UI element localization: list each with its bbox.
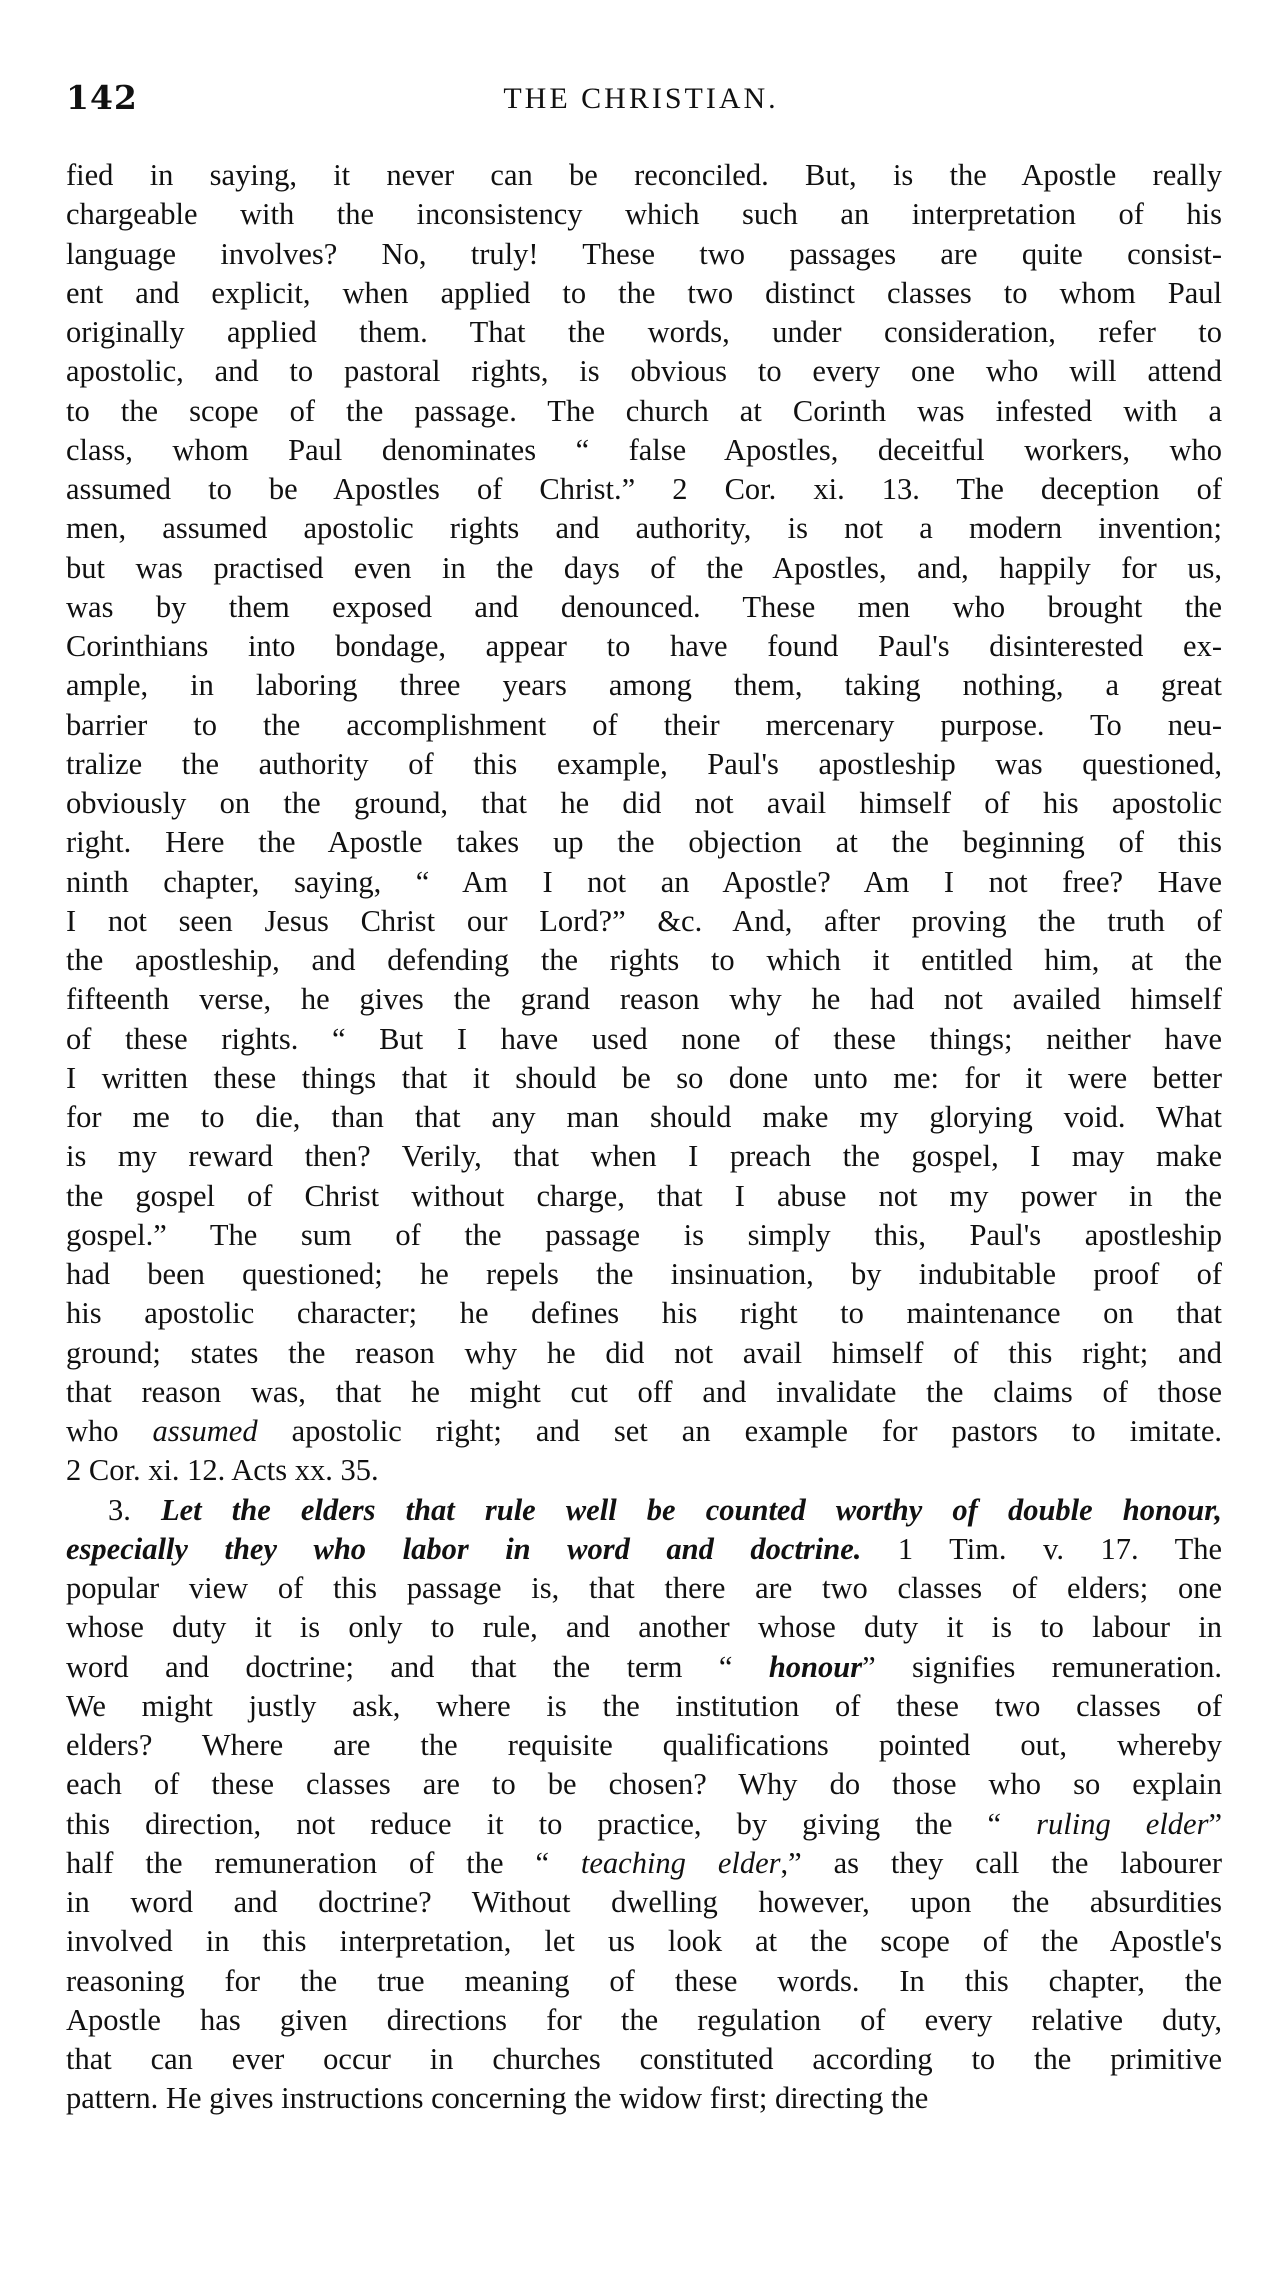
text-segment: apostolic, and to pastoral rights, is obvious to every one who will attend <box>66 354 1222 389</box>
text-line <box>66 1451 1222 1490</box>
text-line <box>66 1255 1222 1294</box>
text-line <box>66 627 1222 666</box>
text-segment: this direction, not reduce it to practice, by giving the “ <box>66 1806 1037 1841</box>
text-segment: the apostleship, and defending the rights to which it entitled him, at the <box>66 943 1222 977</box>
text-line <box>66 2079 1222 2118</box>
text-segment: is my reward then? Verily, that when I preach the gospel, I may make <box>66 1139 1222 1174</box>
bold-emphasis <box>161 1493 1222 1527</box>
text-segment: was by them exposed and denounced. These men who brought the <box>66 589 1222 624</box>
text-segment: 1 Tim. v. 17. The <box>861 1531 1222 1566</box>
text-segment: had been questioned; he repels the insinuation, by indubitable proof of <box>66 1257 1222 1291</box>
text-segment: word and doctrine; and that the term “ <box>66 1649 769 1684</box>
text-line <box>66 1216 1222 1255</box>
text-line <box>66 1726 1222 1765</box>
text-line <box>66 1687 1222 1726</box>
text-line <box>66 941 1222 980</box>
text-segment: obviously on the ground, that he did not avail himself of his apostolic <box>66 786 1222 820</box>
text-line <box>66 1844 1222 1883</box>
emphasis-text: Let the elders that rule well be counted worthy of double honour, <box>161 1492 1222 1527</box>
italic-text: ruling elder <box>1036 1806 1209 1841</box>
text-line <box>66 863 1222 902</box>
text-line <box>66 2001 1222 2040</box>
text-segment: popular view of this passage is, that there are two classes of elders; one <box>66 1571 1222 1605</box>
text-segment: ground; states the reason why he did not avail himself of this right; and <box>66 1335 1222 1370</box>
text-line <box>66 588 1222 627</box>
text-segment: whose duty it is only to rule, and another whose duty it is to labour in <box>66 1610 1222 1645</box>
text-segment: ninth chapter, saying, “ Am I not an Apostle? Am I not free? Have <box>66 864 1222 899</box>
text-segment: fifteenth verse, he gives the grand reason why he had not availed himself <box>66 982 1222 1017</box>
text-segment: originally applied them. That the words, under consideration, refer to <box>66 315 1222 349</box>
text-segment: ,” as they call the labourer <box>780 1845 1222 1880</box>
text-segment: to the scope of the passage. The church at Corinth was infested with a <box>66 393 1222 428</box>
text-segment: 2 Cor. xi. 12. Acts xx. 35. <box>66 1453 379 1488</box>
text-line <box>66 509 1222 548</box>
text-line <box>66 1020 1222 1059</box>
text-line <box>66 1177 1222 1216</box>
text-line <box>66 1530 1222 1569</box>
text-line <box>66 1805 1222 1844</box>
text-segment: language involves? No, truly! These two passages are quite consist- <box>66 236 1222 271</box>
text-segment: for me to die, than that any man should make my glorying void. What <box>66 1100 1222 1134</box>
text-line <box>66 431 1222 470</box>
text-segment: gospel.” The sum of the passage is simply this, Paul's apostleship <box>66 1217 1222 1252</box>
text-line <box>66 352 1222 391</box>
text-segment: ” signifies remuneration. <box>862 1649 1222 1684</box>
text-line <box>66 1608 1222 1647</box>
text-line <box>66 1334 1222 1373</box>
text-line <box>66 549 1222 588</box>
text-line <box>66 1412 1222 1451</box>
text-segment: I not seen Jesus Christ our Lord?” &c. And, after proving the truth of <box>66 903 1222 938</box>
text-segment: pattern. He gives instructions concerning the widow first; directing the <box>66 2081 929 2116</box>
text-line <box>66 1883 1222 1922</box>
text-segment: fied in saying, it never can be reconciled. But, is the Apostle really <box>66 158 1222 192</box>
emphasis-text: honour <box>768 1649 863 1684</box>
text-segment: assumed to be Apostles of Christ.” 2 Cor. xi. 13. The deception of <box>66 472 1222 506</box>
text-line <box>66 784 1222 823</box>
text-segment: of these rights. “ But I have used none of these things; neither have <box>66 1021 1222 1056</box>
text-segment: the gospel of Christ without charge, that I abuse not my power in the <box>66 1178 1222 1213</box>
page-header <box>66 78 1216 122</box>
text-segment: elders? Where are the requisite qualifications pointed out, whereby <box>66 1728 1222 1762</box>
text-line <box>66 1491 1222 1530</box>
text-segment: but was practised even in the days of the Apostles, and, happily for us, <box>66 550 1222 585</box>
text-segment: ent and explicit, when applied to the two distinct classes to whom Paul <box>66 275 1222 310</box>
bold-emphasis <box>66 1532 861 1566</box>
text-segment: class, whom Paul denominates “ false Apostles, deceitful workers, who <box>66 432 1222 467</box>
text-segment: We might justly ask, where is the institution of these two classes of <box>66 1688 1222 1723</box>
text-segment: apostolic right; and set an example for pastors to imitate. <box>257 1414 1222 1448</box>
text-segment: Apostle has given directions for the regulation of every relative duty, <box>66 2002 1222 2037</box>
text-segment: who <box>66 1414 153 1448</box>
bold-emphasis <box>769 1650 862 1684</box>
text-segment: Corinthians into bondage, appear to have found Paul's disinterested ex- <box>66 629 1222 663</box>
text-segment: involved in this interpretation, let us look at the scope of the Apostle's <box>66 1924 1222 1959</box>
text-line <box>66 823 1222 862</box>
text-segment: that can ever occur in churches constituted according to the primitive <box>66 2042 1222 2076</box>
text-line <box>66 706 1222 745</box>
text-line <box>66 195 1222 234</box>
text-line <box>66 1962 1222 2001</box>
text-segment: ” <box>1208 1806 1222 1841</box>
text-segment: right. Here the Apostle takes up the objection at the beginning of this <box>66 825 1222 860</box>
text-line <box>66 1059 1222 1098</box>
text-line <box>66 274 1222 313</box>
text-line <box>66 2040 1222 2079</box>
text-line <box>66 1648 1222 1687</box>
text-line <box>66 666 1222 705</box>
emphasis-text: especially they who labor in word and doctrine. <box>66 1531 862 1566</box>
text-line <box>66 235 1222 274</box>
text-segment: I written these things that it should be so done unto me: for it were better <box>66 1060 1222 1095</box>
text-segment: half the remuneration of the “ <box>66 1845 581 1880</box>
page-number: 142 <box>66 78 138 117</box>
text-segment: reasoning for the true meaning of these words. In this chapter, the <box>66 1963 1222 1998</box>
text-line <box>66 1373 1222 1412</box>
text-line <box>66 1922 1222 1961</box>
text-segment: barrier to the accomplishment of their mercenary purpose. To neu- <box>66 707 1222 742</box>
text-line <box>66 392 1222 431</box>
text-line <box>66 1098 1222 1137</box>
body-text <box>66 156 1222 2119</box>
text-line <box>66 1294 1222 1333</box>
text-line <box>66 1569 1222 1608</box>
text-line <box>66 745 1222 784</box>
text-segment: tralize the authority of this example, Paul's apostleship was questioned, <box>66 746 1222 781</box>
text-line <box>66 313 1222 352</box>
text-segment: chargeable with the inconsistency which such an interpretation of his <box>66 197 1222 232</box>
italic-text: assumed <box>152 1414 258 1448</box>
text-segment: 3. <box>108 1492 162 1527</box>
text-line <box>66 470 1222 509</box>
italic-text: teaching elder <box>580 1845 781 1880</box>
text-segment: men, assumed apostolic rights and authority, is not a modern invention; <box>66 511 1222 546</box>
running-head: THE CHRISTIAN. <box>503 82 779 115</box>
text-segment: each of these classes are to be chosen? Why do those who so explain <box>66 1767 1222 1802</box>
text-segment: his apostolic character; he defines his right to maintenance on that <box>66 1296 1222 1331</box>
text-line <box>66 156 1222 195</box>
text-segment: in word and doctrine? Without dwelling however, upon the absurdities <box>66 1885 1222 1919</box>
text-line <box>66 902 1222 941</box>
text-line <box>66 980 1222 1019</box>
text-line <box>66 1765 1222 1804</box>
text-line <box>66 1137 1222 1176</box>
text-segment: ample, in laboring three years among them, taking nothing, a great <box>66 668 1222 703</box>
text-segment: that reason was, that he might cut off and invalidate the claims of those <box>66 1374 1222 1409</box>
